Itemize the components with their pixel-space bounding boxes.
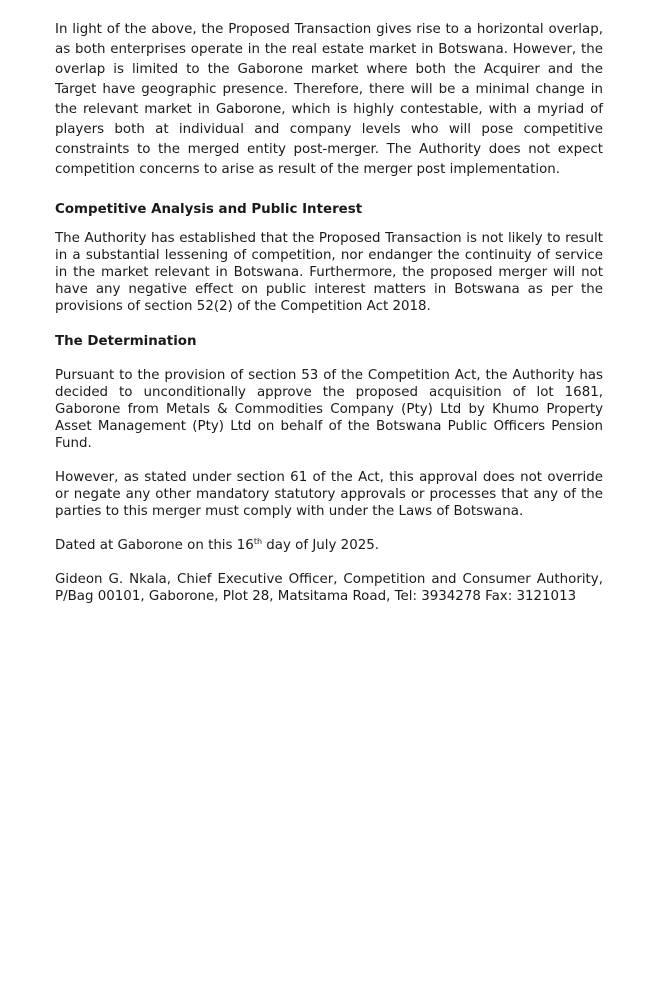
document-body xyxy=(55,20,603,605)
paragraph-approval-caveat: However, as stated under section 61 of the Act, this approval does not override or negate any other mandatory statutory approvals or processes that any of the parties to this merger must comply with under the Laws of Botswana. xyxy=(55,470,603,519)
dated-prefix: Dated at Gaborone on this 16 xyxy=(55,538,254,553)
heading-determination: The Determination xyxy=(55,334,197,349)
dated-line xyxy=(55,537,603,554)
signature-block: Gideon G. Nkala, Chief Executive Officer, Competition and Consumer Authority, P/Bag 00101, Gaborone, Plot 28, Matsitama Road, Tel: 3934278 Fax: 3121013 xyxy=(55,572,603,604)
heading-competitive-analysis: Competitive Analysis and Public Interest xyxy=(55,202,363,217)
paragraph-determination: Pursuant to the provision of section 53 of the Competition Act, the Authority has decided to unconditionally approve the proposed acquisition of lot 1681, Gaborone from Metals & Commodities Company (Pty) Ltd by Khumo Property Asset Management (Pty) Ltd on behalf of the Botswana Public Officers Pension Fund. xyxy=(55,368,603,451)
dated-ordinal: th xyxy=(253,537,263,546)
paragraph-horizontal-overlap: In light of the above, the Proposed Transaction gives rise to a horizontal overlap, as both enterprises operate in the real estate market in Botswana. However, the overlap is limited to the Gaborone market where both the Acquirer and the Target have geographic presence. Therefore, there will be a minimal change in the relevant market in Gaborone, which is highly contestable, with a myriad of players both at individual and company levels who will pose competitive constraints to the merged entity post-merger. The Authority does not expect competition concerns to arise as result of the merger post implementation. xyxy=(55,22,603,177)
dated-suffix: day of July 2025. xyxy=(262,538,380,553)
paragraph-competitive-analysis: The Authority has established that the Proposed Transaction is not likely to result in a substantial lessening of competition, nor endanger the continuity of service in the market relevant in Botswana. Furthermore, the proposed merger will not have any negative effect on public interest matters in Botswana as per the provisions of section 52(2) of the Competition Act 2018. xyxy=(55,231,603,314)
